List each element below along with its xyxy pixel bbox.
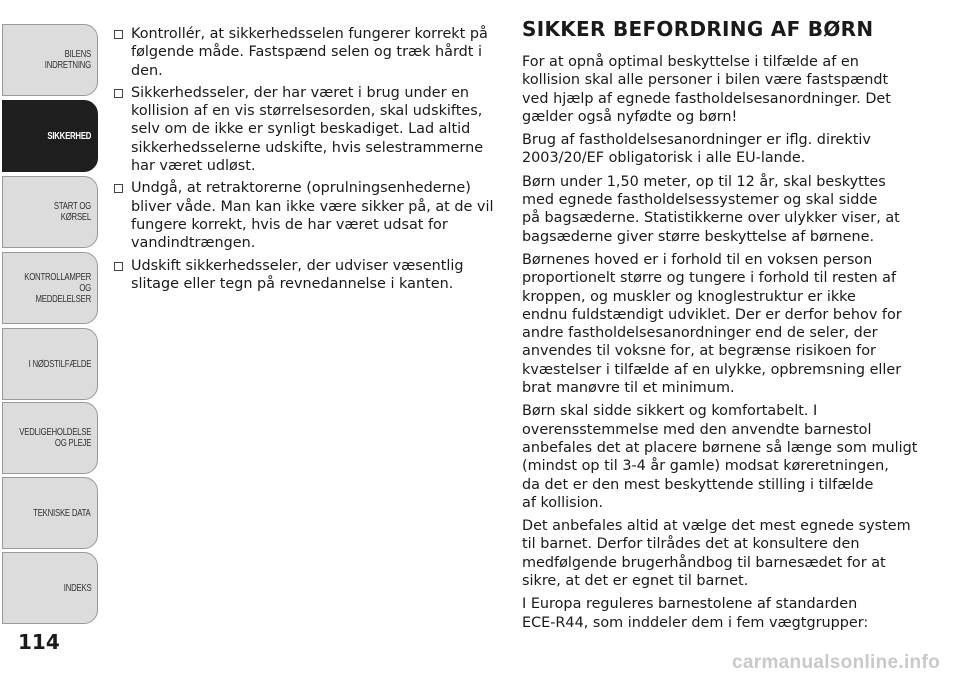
child-safety-section — [522, 17, 922, 637]
paragraph: Børnenes hoved er i forhold til en voksen person proportionelt større og tungere i forhold til resten af kroppen, og muskler og knoglestruktur er ikke endnu fuldstændigt udviklet. Der er derfor behov for andre fastholdelsesanordninger end de seler, der anvendes til voksne for, at begrænse risikoen for kvæstelser i tilfælde af en ulykke, opbremsning eller brat manøvre til et minimum. — [522, 251, 902, 397]
paragraph: Børn under 1,50 meter, op til 12 år, skal beskyttes med egnede fastholdelsessystemer og skal sidde på bagsæderne. Statistikkerne over ulykker viser, at bagsæderne giver større beskyttelse af børnene. — [522, 173, 900, 245]
tab-label: START OG KØRSEL — [53, 201, 91, 223]
list-item — [114, 179, 494, 252]
tab-kontrollamper[interactable] — [2, 252, 98, 324]
list-item-text: Sikkerhedsseler, der har været i brug under en kollision af en vis størrelsesorden, skal udskiftes, selv om de ikke er synligt beskadiget. Lad altid sikkerhedsselerne udskifte, hvis selestrammerne har været udløst. — [131, 84, 484, 175]
list-item — [114, 25, 494, 80]
tab-label: I NØDSTILFÆLDE — [28, 358, 91, 370]
tab-tekniske-data[interactable] — [2, 477, 98, 549]
tab-label: BILENS INDRETNING — [44, 49, 91, 71]
tab-indeks[interactable] — [2, 552, 98, 624]
tab-label: KONTROLLAMPER OG MEDDELELSER — [24, 271, 92, 305]
checkbox-bullet-icon — [114, 89, 123, 98]
page-number: 114 — [18, 630, 60, 654]
checkbox-bullet-icon — [114, 30, 123, 39]
tab-label: SIKKERHED — [47, 130, 91, 142]
tab-i-nodstilfaelde[interactable] — [2, 328, 98, 400]
list-item-text: Udskift sikkerhedsseler, der udviser væsentlig slitage eller tegn på revnedannelse i kanten. — [131, 257, 464, 292]
paragraph: Brug af fastholdelsesanordninger er iflg. direktiv 2003/20/EF obligatorisk i alle EU-lande. — [522, 132, 871, 167]
tab-label: INDEKS — [63, 582, 91, 594]
tab-bilens-indretning[interactable] — [2, 24, 98, 96]
checkbox-bullet-icon — [114, 262, 123, 271]
checkbox-bullet-icon — [114, 184, 123, 193]
tab-label: VEDLIGEHOLDELSE OG PLEJE — [19, 427, 91, 449]
paragraph: Børn skal sidde sikkert og komfortabelt. I overensstemmelse med den anvendte barnestol anbefales det at placere børnene så længe som muligt (mindst op til 3-4 år gamle) modsat køreretningen, da det er den mest beskyttende stilling i tilfælde af kollision. — [522, 403, 918, 511]
tab-sikkerhed[interactable] — [2, 100, 98, 172]
list-item-text: Undgå, at retraktorerne (oprulningsenhederne) bliver våde. Man kan ikke være sikker på, at de vil fungere korrekt, hvis de har været udsat for vandindtrængen. — [131, 180, 494, 252]
seatbelt-checklist — [114, 25, 494, 297]
section-heading: SIKKER BEFORDRING AF BØRN — [522, 17, 874, 41]
watermark: carmanualsonline.info — [732, 652, 940, 673]
paragraph: For at opnå optimal beskyttelse i tilfælde af en kollision skal alle personer i bilen være fastspændt ved hjælp af egnede fastholdelsesanordninger. Det gælder også nyfødte og børn! — [522, 54, 891, 125]
list-item — [114, 84, 494, 175]
list-item — [114, 257, 494, 294]
paragraph: I Europa reguleres barnestolene af standarden ECE-R44, som inddeler dem i fem vægtgrupper: — [522, 596, 869, 631]
list-item-text: Kontrollér, at sikkerhedsselen fungerer korrekt på følgende måde. Fastspænd selen og træk hårdt i den. — [131, 26, 488, 79]
tab-label: TEKNISKE DATA — [33, 507, 91, 519]
paragraph: Det anbefales altid at vælge det mest egnede system til barnet. Derfor tilrådes det at konsultere den medfølgende brugerhåndbog til barnesædet for at sikre, at det er egnet til barnet. — [522, 518, 911, 590]
tab-vedligeholdelse[interactable] — [2, 402, 98, 474]
section-tab-nav — [0, 0, 100, 630]
tab-start-og-korsel[interactable] — [2, 176, 98, 248]
